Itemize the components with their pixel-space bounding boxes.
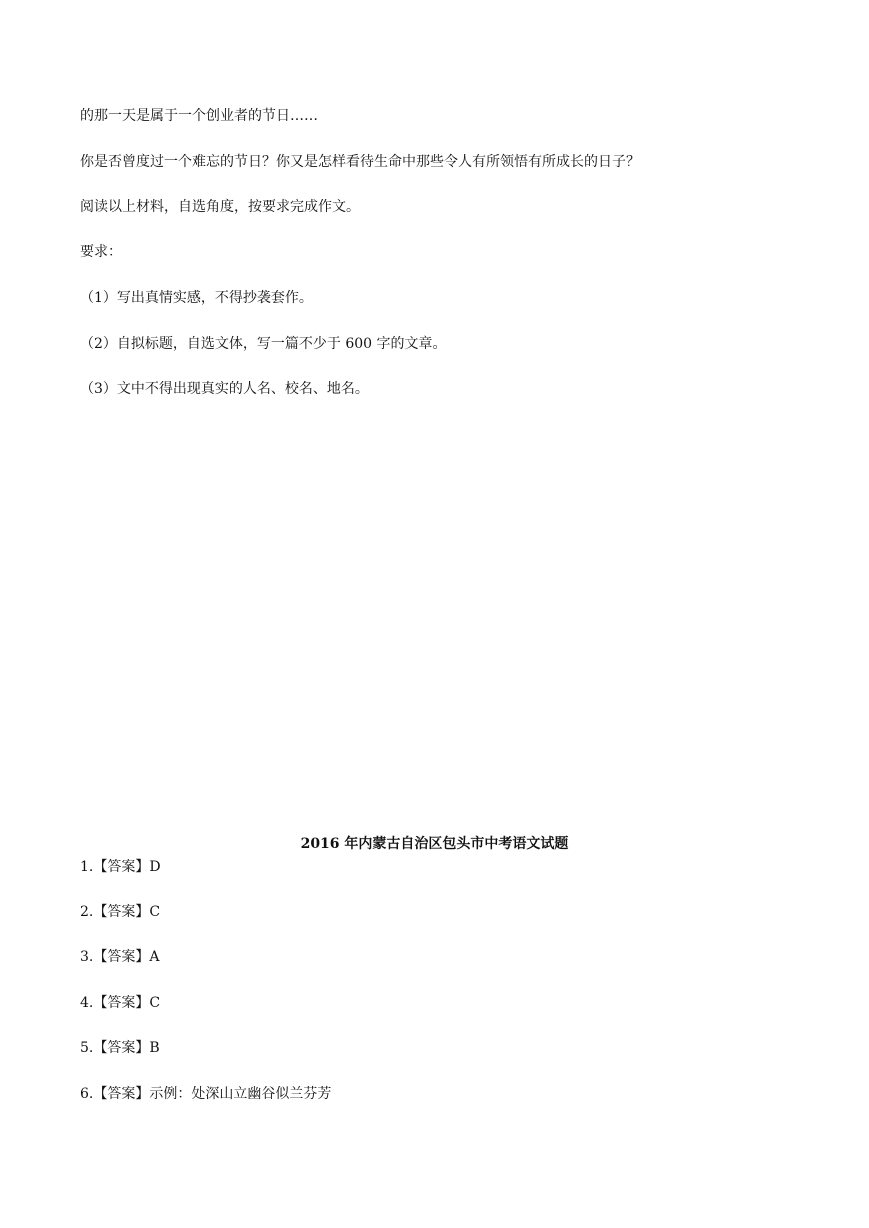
requirements-heading: 要求： [80,244,122,260]
answer-item-3: 3.【答案】A [80,949,160,965]
answer-item-6: 6.【答案】示例：处深山立幽谷似兰芬芳 [80,1086,332,1102]
requirement-1: （1）写出真情实感，不得抄袭套作。 [80,290,313,306]
requirement-2: （2）自拟标题，自选文体，写一篇不少于 600 字的文章。 [80,336,447,352]
answer-item-5: 5.【答案】B [80,1040,160,1056]
answer-item-2: 2.【答案】C [80,904,161,920]
requirement-3: （3）文中不得出现真实的人名、校名、地名。 [80,381,369,397]
essay-line: 的那一天是属于一个创业者的节日…… [80,108,318,124]
answer-item-4: 4.【答案】C [80,995,161,1011]
answer-item-1: 1.【答案】D [80,859,161,875]
essay-question: 你是否曾度过一个难忘的节日？你又是怎样看待生命中那些令人有所领悟有所成长的日子？ [80,154,640,170]
essay-instruction: 阅读以上材料，自选角度，按要求完成作文。 [80,199,360,215]
answers-title: 2016 年内蒙古自治区包头市中考语文试题 [300,836,569,852]
